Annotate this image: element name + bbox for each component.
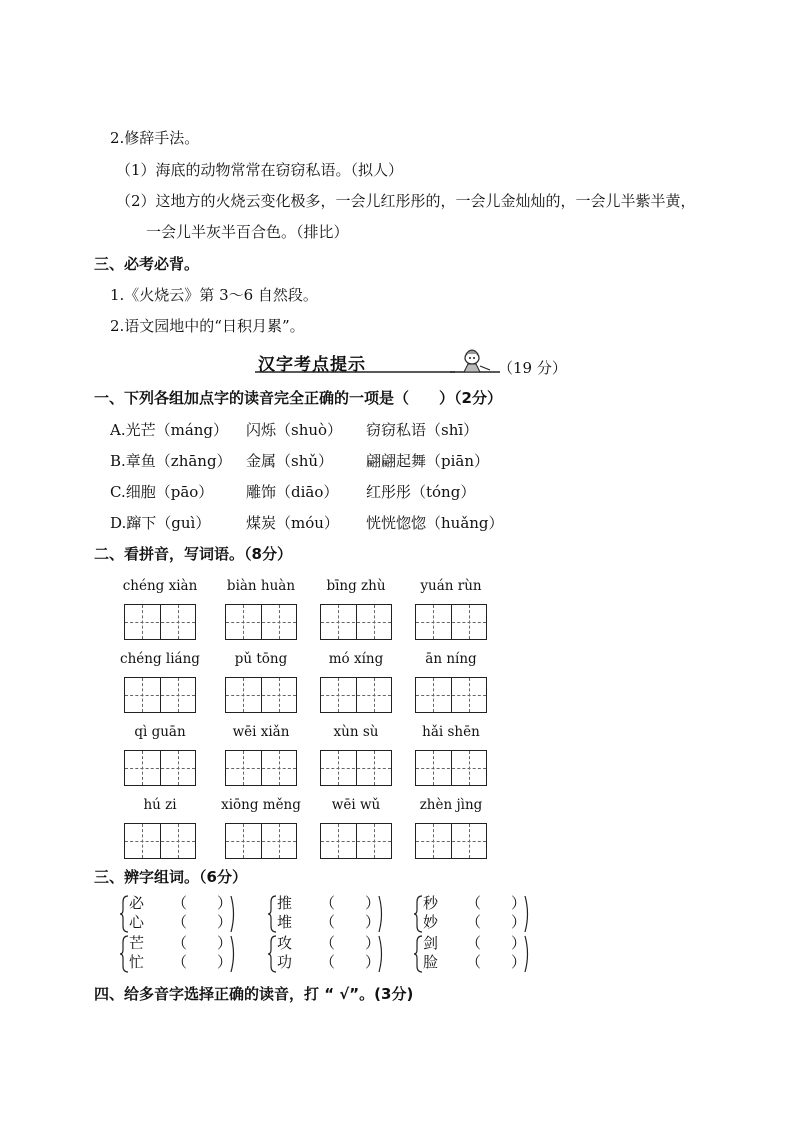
- pinyin-label: xiōng měng: [221, 797, 301, 813]
- banner-title: 汉字考点提示: [258, 355, 366, 375]
- right-bracket: [230, 894, 238, 934]
- question-1-title: 一、下列各组加点字的读音完全正确的一项是（ ）（2分）: [94, 389, 502, 407]
- left-brace: [414, 894, 422, 934]
- answer-blank[interactable]: （ ）: [320, 913, 381, 931]
- section-3-heading: 三、必考必背。: [94, 255, 200, 273]
- banner-score: （19 分）: [498, 359, 567, 377]
- candidate-char: 堆: [277, 913, 293, 931]
- left-brace: [120, 934, 128, 974]
- answer-blank[interactable]: （ ）: [320, 934, 381, 952]
- writing-box[interactable]: [415, 677, 487, 713]
- answer-blank[interactable]: （ ）: [172, 934, 233, 952]
- pinyin-label: hǎi shēn: [422, 724, 480, 740]
- pinyin-label: chéng xiàn: [122, 578, 198, 594]
- candidate-char: 心: [129, 913, 145, 931]
- rhetoric-item-2-line-2: 一会儿半灰半百合色。（排比）: [146, 223, 349, 241]
- pinyin-label: wēi wǔ: [331, 797, 381, 813]
- pinyin-label: pǔ tōng: [234, 651, 288, 667]
- writing-box[interactable]: [124, 677, 196, 713]
- option-d-1: D.蹿下（guì）: [110, 514, 211, 532]
- option-b-1: B.章鱼（zhāng）: [110, 452, 232, 470]
- pinyin-label: biàn huàn: [226, 578, 296, 594]
- writing-box[interactable]: [415, 823, 487, 859]
- option-c-1: C.细胞（pāo）: [110, 483, 214, 501]
- writing-box[interactable]: [124, 823, 196, 859]
- candidate-char: 推: [277, 894, 293, 912]
- writing-box[interactable]: [124, 750, 196, 786]
- pinyin-label: mó xíng: [328, 651, 384, 667]
- writing-box[interactable]: [320, 750, 392, 786]
- pinyin-label: wēi xiǎn: [232, 724, 290, 740]
- answer-blank[interactable]: （ ）: [320, 953, 381, 971]
- recite-item-2: 2.语文园地中的“日积月累”。: [110, 317, 305, 335]
- writing-box[interactable]: [225, 823, 297, 859]
- candidate-char: 脸: [423, 953, 439, 971]
- option-d-3: 恍恍惚惚（huǎng）: [366, 514, 504, 532]
- question-2-title: 二、看拼音，写词语。（8分）: [94, 545, 292, 563]
- answer-blank[interactable]: （ ）: [172, 913, 233, 931]
- option-c-2: 雕饰（diāo）: [246, 483, 339, 501]
- option-a-3: 窃窃私语（shī）: [366, 421, 479, 439]
- left-brace: [268, 934, 276, 974]
- pinyin-label: yuán rùn: [420, 578, 482, 594]
- pinyin-label: bīng zhù: [326, 578, 386, 594]
- right-bracket: [378, 934, 386, 974]
- left-brace: [268, 894, 276, 934]
- question-3-title: 三、辨字组词。（6分）: [94, 868, 247, 886]
- candidate-char: 芒: [129, 934, 145, 952]
- answer-blank[interactable]: （ ）: [172, 953, 233, 971]
- mascot-icon: [458, 346, 494, 374]
- answer-blank[interactable]: （ ）: [320, 894, 381, 912]
- right-bracket: [378, 894, 386, 934]
- writing-box[interactable]: [320, 604, 392, 640]
- writing-box[interactable]: [225, 677, 297, 713]
- pinyin-label: xùn sù: [333, 724, 379, 740]
- option-b-3: 翩翩起舞（piān）: [366, 452, 490, 470]
- writing-box[interactable]: [124, 604, 196, 640]
- candidate-char: 必: [129, 894, 145, 912]
- answer-blank[interactable]: （ ）: [466, 953, 527, 971]
- candidate-char: 功: [277, 953, 293, 971]
- candidate-char: 剑: [423, 934, 439, 952]
- pinyin-label: qì guān: [134, 724, 186, 740]
- left-brace: [414, 934, 422, 974]
- writing-box[interactable]: [225, 604, 297, 640]
- answer-blank[interactable]: （ ）: [172, 894, 233, 912]
- writing-box[interactable]: [320, 677, 392, 713]
- answer-blank[interactable]: （ ）: [466, 913, 527, 931]
- answer-blank[interactable]: （ ）: [466, 894, 527, 912]
- rhetoric-heading: 2.修辞手法。: [110, 129, 200, 147]
- right-bracket: [524, 934, 532, 974]
- candidate-char: 妙: [423, 913, 439, 931]
- candidate-char: 忙: [129, 953, 145, 971]
- right-bracket: [230, 934, 238, 974]
- pinyin-label: chéng liáng: [120, 651, 200, 667]
- right-bracket: [524, 894, 532, 934]
- answer-blank[interactable]: （ ）: [466, 934, 527, 952]
- rhetoric-item-2-line-1: （2）这地方的火烧云变化极多，一会儿红彤彤的，一会儿金灿灿的，一会儿半紫半黄，: [116, 192, 696, 210]
- writing-box[interactable]: [415, 750, 487, 786]
- pinyin-label: zhèn jìng: [419, 797, 483, 813]
- writing-box[interactable]: [225, 750, 297, 786]
- recite-item-1: 1.《火烧云》第 3～6 自然段。: [110, 286, 318, 304]
- rhetoric-item-1: （1）海底的动物常常在窃窃私语。（拟人）: [116, 161, 404, 179]
- option-a-2: 闪烁（shuò）: [246, 421, 343, 439]
- option-b-2: 金属（shǔ）: [246, 452, 334, 470]
- writing-box[interactable]: [320, 823, 392, 859]
- pinyin-label: hú zi: [143, 797, 177, 813]
- question-4-title: 四、给多音字选择正确的读音，打 “ √”。(3分): [94, 985, 414, 1003]
- left-brace: [120, 894, 128, 934]
- option-a-1: A.光芒（máng）: [110, 421, 229, 439]
- pinyin-label: ān níng: [425, 651, 477, 667]
- writing-box[interactable]: [415, 604, 487, 640]
- option-d-2: 煤炭（móu）: [246, 514, 339, 532]
- option-c-3: 红彤彤（tóng）: [366, 483, 476, 501]
- candidate-char: 秒: [423, 894, 439, 912]
- candidate-char: 攻: [277, 934, 293, 952]
